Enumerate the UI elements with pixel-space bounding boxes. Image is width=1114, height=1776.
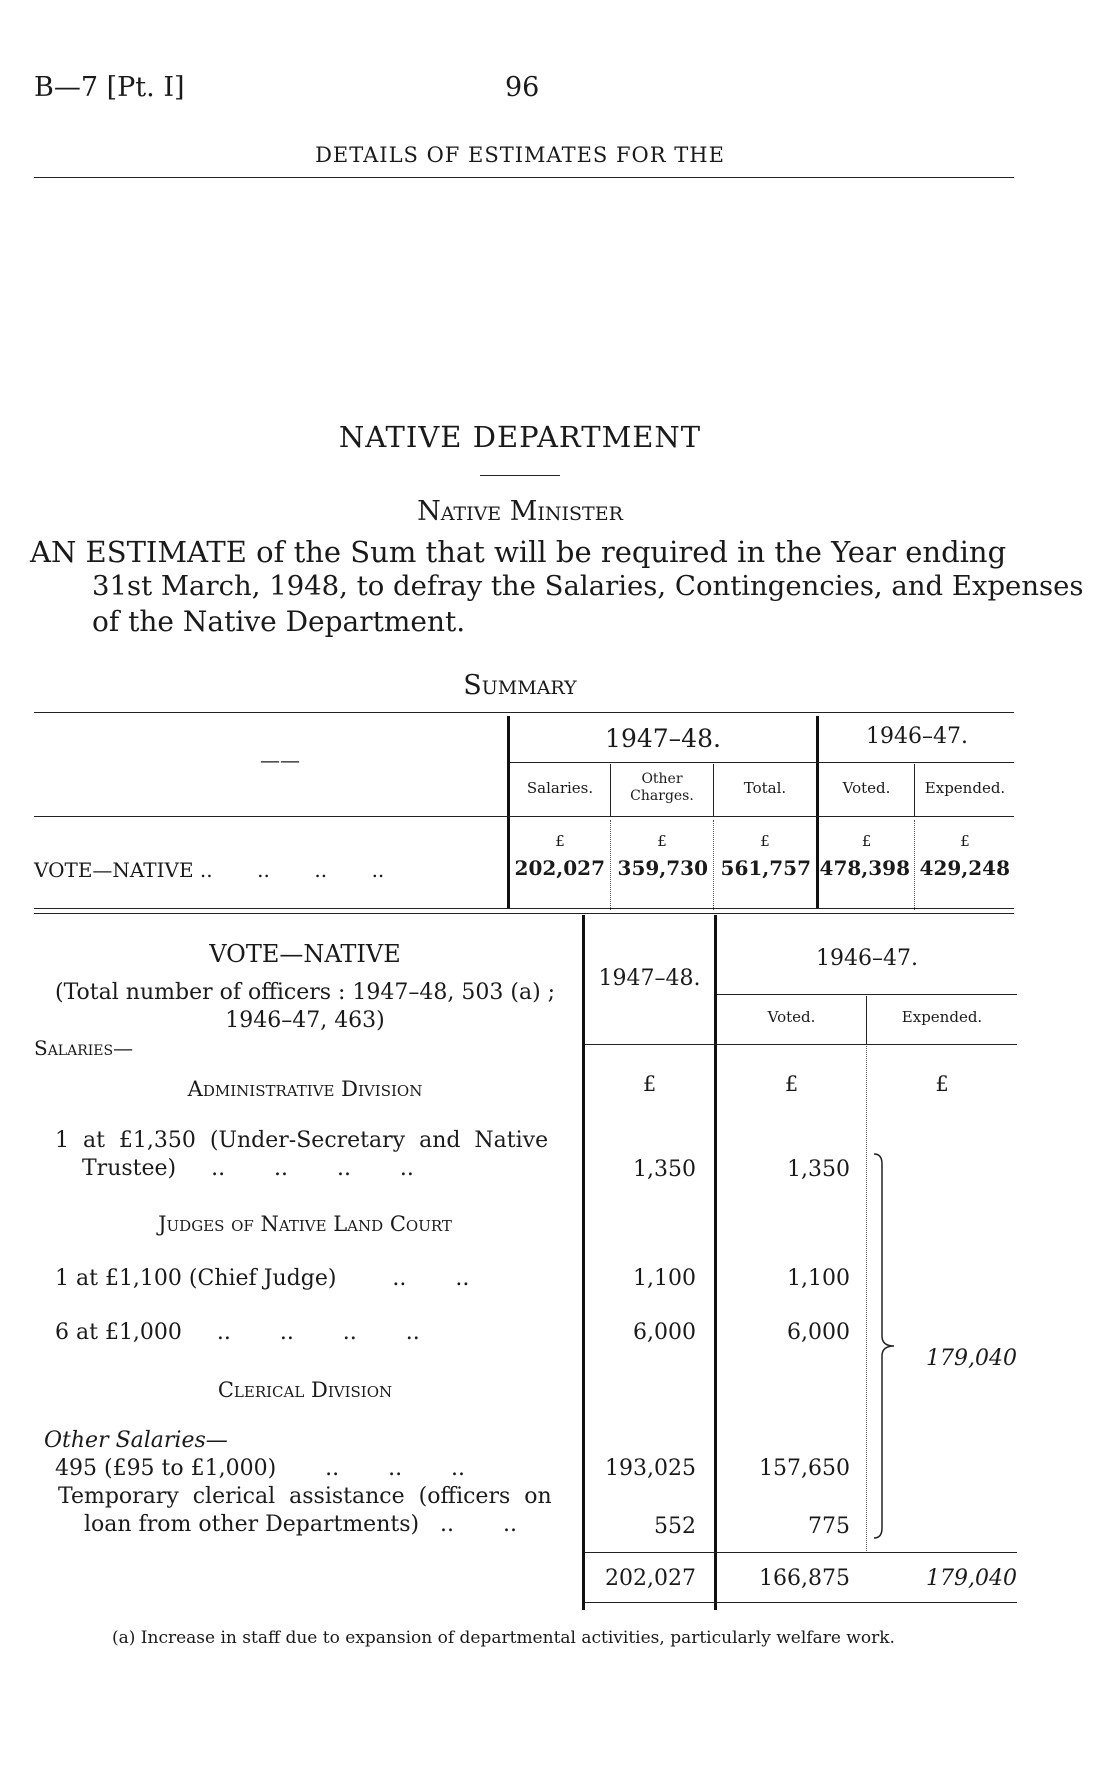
other-salaries-label: 495 (£95 to £1,000) .. .. .. <box>55 1456 466 1481</box>
temporary-line-2: loan from other Departments) .. .. <box>84 1512 517 1537</box>
vote-divider-label <box>582 915 585 1610</box>
expended-bracketed-value: 179,040 <box>926 1346 1017 1371</box>
summary-value-expended: 429,248 <box>919 856 1010 880</box>
temporary-current: 552 <box>654 1514 696 1539</box>
summary-value-other: 359,730 <box>617 856 708 880</box>
summary-col-other-2: Charges. <box>630 788 694 804</box>
total-expended: 179,040 <box>926 1566 1017 1591</box>
other-salaries-voted: 157,650 <box>759 1456 850 1481</box>
vote-currency-current: £ <box>642 1072 657 1096</box>
summary-col-expended: Expended. <box>924 779 1006 797</box>
summary-dash: —— <box>260 748 300 772</box>
vote-bottom-rule <box>585 1602 1017 1603</box>
vote-currency-expended: £ <box>935 1072 949 1096</box>
chief-judge-label: 1 at £1,100 (Chief Judge) .. .. <box>55 1266 470 1291</box>
minister-heading: Native Minister <box>417 496 623 527</box>
estimate-line-3: of the Native Department. <box>92 605 466 638</box>
summary-col-salaries: Salaries. <box>526 779 594 797</box>
page-reference: B—7 [Pt. I] <box>34 72 185 103</box>
summary-currency-expended: £ <box>960 832 970 850</box>
summary-currency-other: £ <box>657 832 667 850</box>
vote-title: VOTE—NATIVE <box>209 940 401 968</box>
summary-year-rule <box>510 762 1014 763</box>
summary-col-other-1: Other <box>641 771 683 787</box>
footnote: (a) Increase in staff due to expansion of departmental activities, particularly welfare work. <box>112 1628 895 1648</box>
vote-header-rule <box>585 1044 1017 1045</box>
summary-value-salaries: 202,027 <box>514 856 605 880</box>
total-voted: 166,875 <box>759 1566 850 1591</box>
under-secretary-line-2: Trustee) .. .. .. .. <box>82 1156 414 1181</box>
department-title: NATIVE DEPARTMENT <box>338 420 702 454</box>
vote-officers-line-2: 1946–47, 463) <box>225 1008 385 1033</box>
clerical-division-heading: Clerical Division <box>217 1378 393 1402</box>
summary-bottom-rule-1 <box>34 908 1014 909</box>
under-secretary-current: 1,350 <box>633 1157 696 1182</box>
summary-year-previous: 1946–47. <box>866 724 968 749</box>
temporary-voted: 775 <box>808 1514 850 1539</box>
running-title: DETAILS OF ESTIMATES FOR THE <box>315 143 725 167</box>
chief-judge-voted: 1,100 <box>787 1266 850 1291</box>
vote-year-rule <box>717 994 1017 995</box>
vote-expended-rule <box>866 1046 867 1551</box>
total-current: 202,027 <box>605 1566 696 1591</box>
page-number: 96 <box>505 72 540 103</box>
estimate-line-2: 31st March, 1948, to defray the Salaries, Contingencies, and Expenses <box>92 570 1084 602</box>
vote-col-previous: 1946–47. <box>816 946 918 971</box>
summary-value-voted: 478,398 <box>819 856 910 880</box>
vote-col-expended: Expended. <box>901 1008 983 1026</box>
summary-top-rule <box>34 712 1014 713</box>
summary-header-rule <box>34 816 1014 817</box>
summary-bottom-rule-2 <box>34 913 1014 914</box>
summary-year-current: 1947–48. <box>605 724 721 753</box>
judges-voted: 6,000 <box>787 1320 850 1345</box>
summary-currency-salaries: £ <box>555 832 565 850</box>
judges-heading: Judges of Native Land Court <box>158 1212 452 1236</box>
summary-col-total: Total. <box>743 779 787 797</box>
other-salaries-heading: Other Salaries— <box>44 1428 228 1453</box>
vote-currency-voted: £ <box>784 1072 799 1096</box>
header-rule <box>34 177 1014 178</box>
judges-current: 6,000 <box>633 1320 696 1345</box>
summary-currency-total: £ <box>760 832 770 850</box>
vote-col-voted: Voted. <box>767 1008 816 1026</box>
other-salaries-current: 193,025 <box>605 1456 696 1481</box>
temporary-line-1: Temporary clerical assistance (officers on <box>58 1484 552 1509</box>
title-rule <box>480 475 560 476</box>
summary-col-voted: Voted. <box>842 779 891 797</box>
judges-label: 6 at £1,000 .. .. .. .. <box>55 1320 420 1345</box>
vote-total-rule <box>585 1552 1017 1553</box>
summary-value-total: 561,757 <box>720 856 811 880</box>
estimate-line-1: AN ESTIMATE of the Sum that will be required in the Year ending <box>30 535 1007 569</box>
under-secretary-line-1: 1 at £1,350 (Under-Secretary and Native <box>55 1128 549 1153</box>
chief-judge-current: 1,100 <box>633 1266 696 1291</box>
summary-currency-voted: £ <box>861 832 872 850</box>
salaries-heading: Salaries— <box>34 1036 134 1060</box>
summary-heading: Summary <box>463 670 577 701</box>
vote-col-current: 1947–48. <box>598 966 701 991</box>
vote-officers-line-1: (Total number of officers : 1947–48, 503 (a) ; <box>55 980 556 1005</box>
summary-row-label: VOTE—NATIVE .. .. .. .. <box>34 858 385 882</box>
under-secretary-voted: 1,350 <box>787 1157 850 1182</box>
admin-division-heading: Administrative Division <box>187 1077 423 1101</box>
